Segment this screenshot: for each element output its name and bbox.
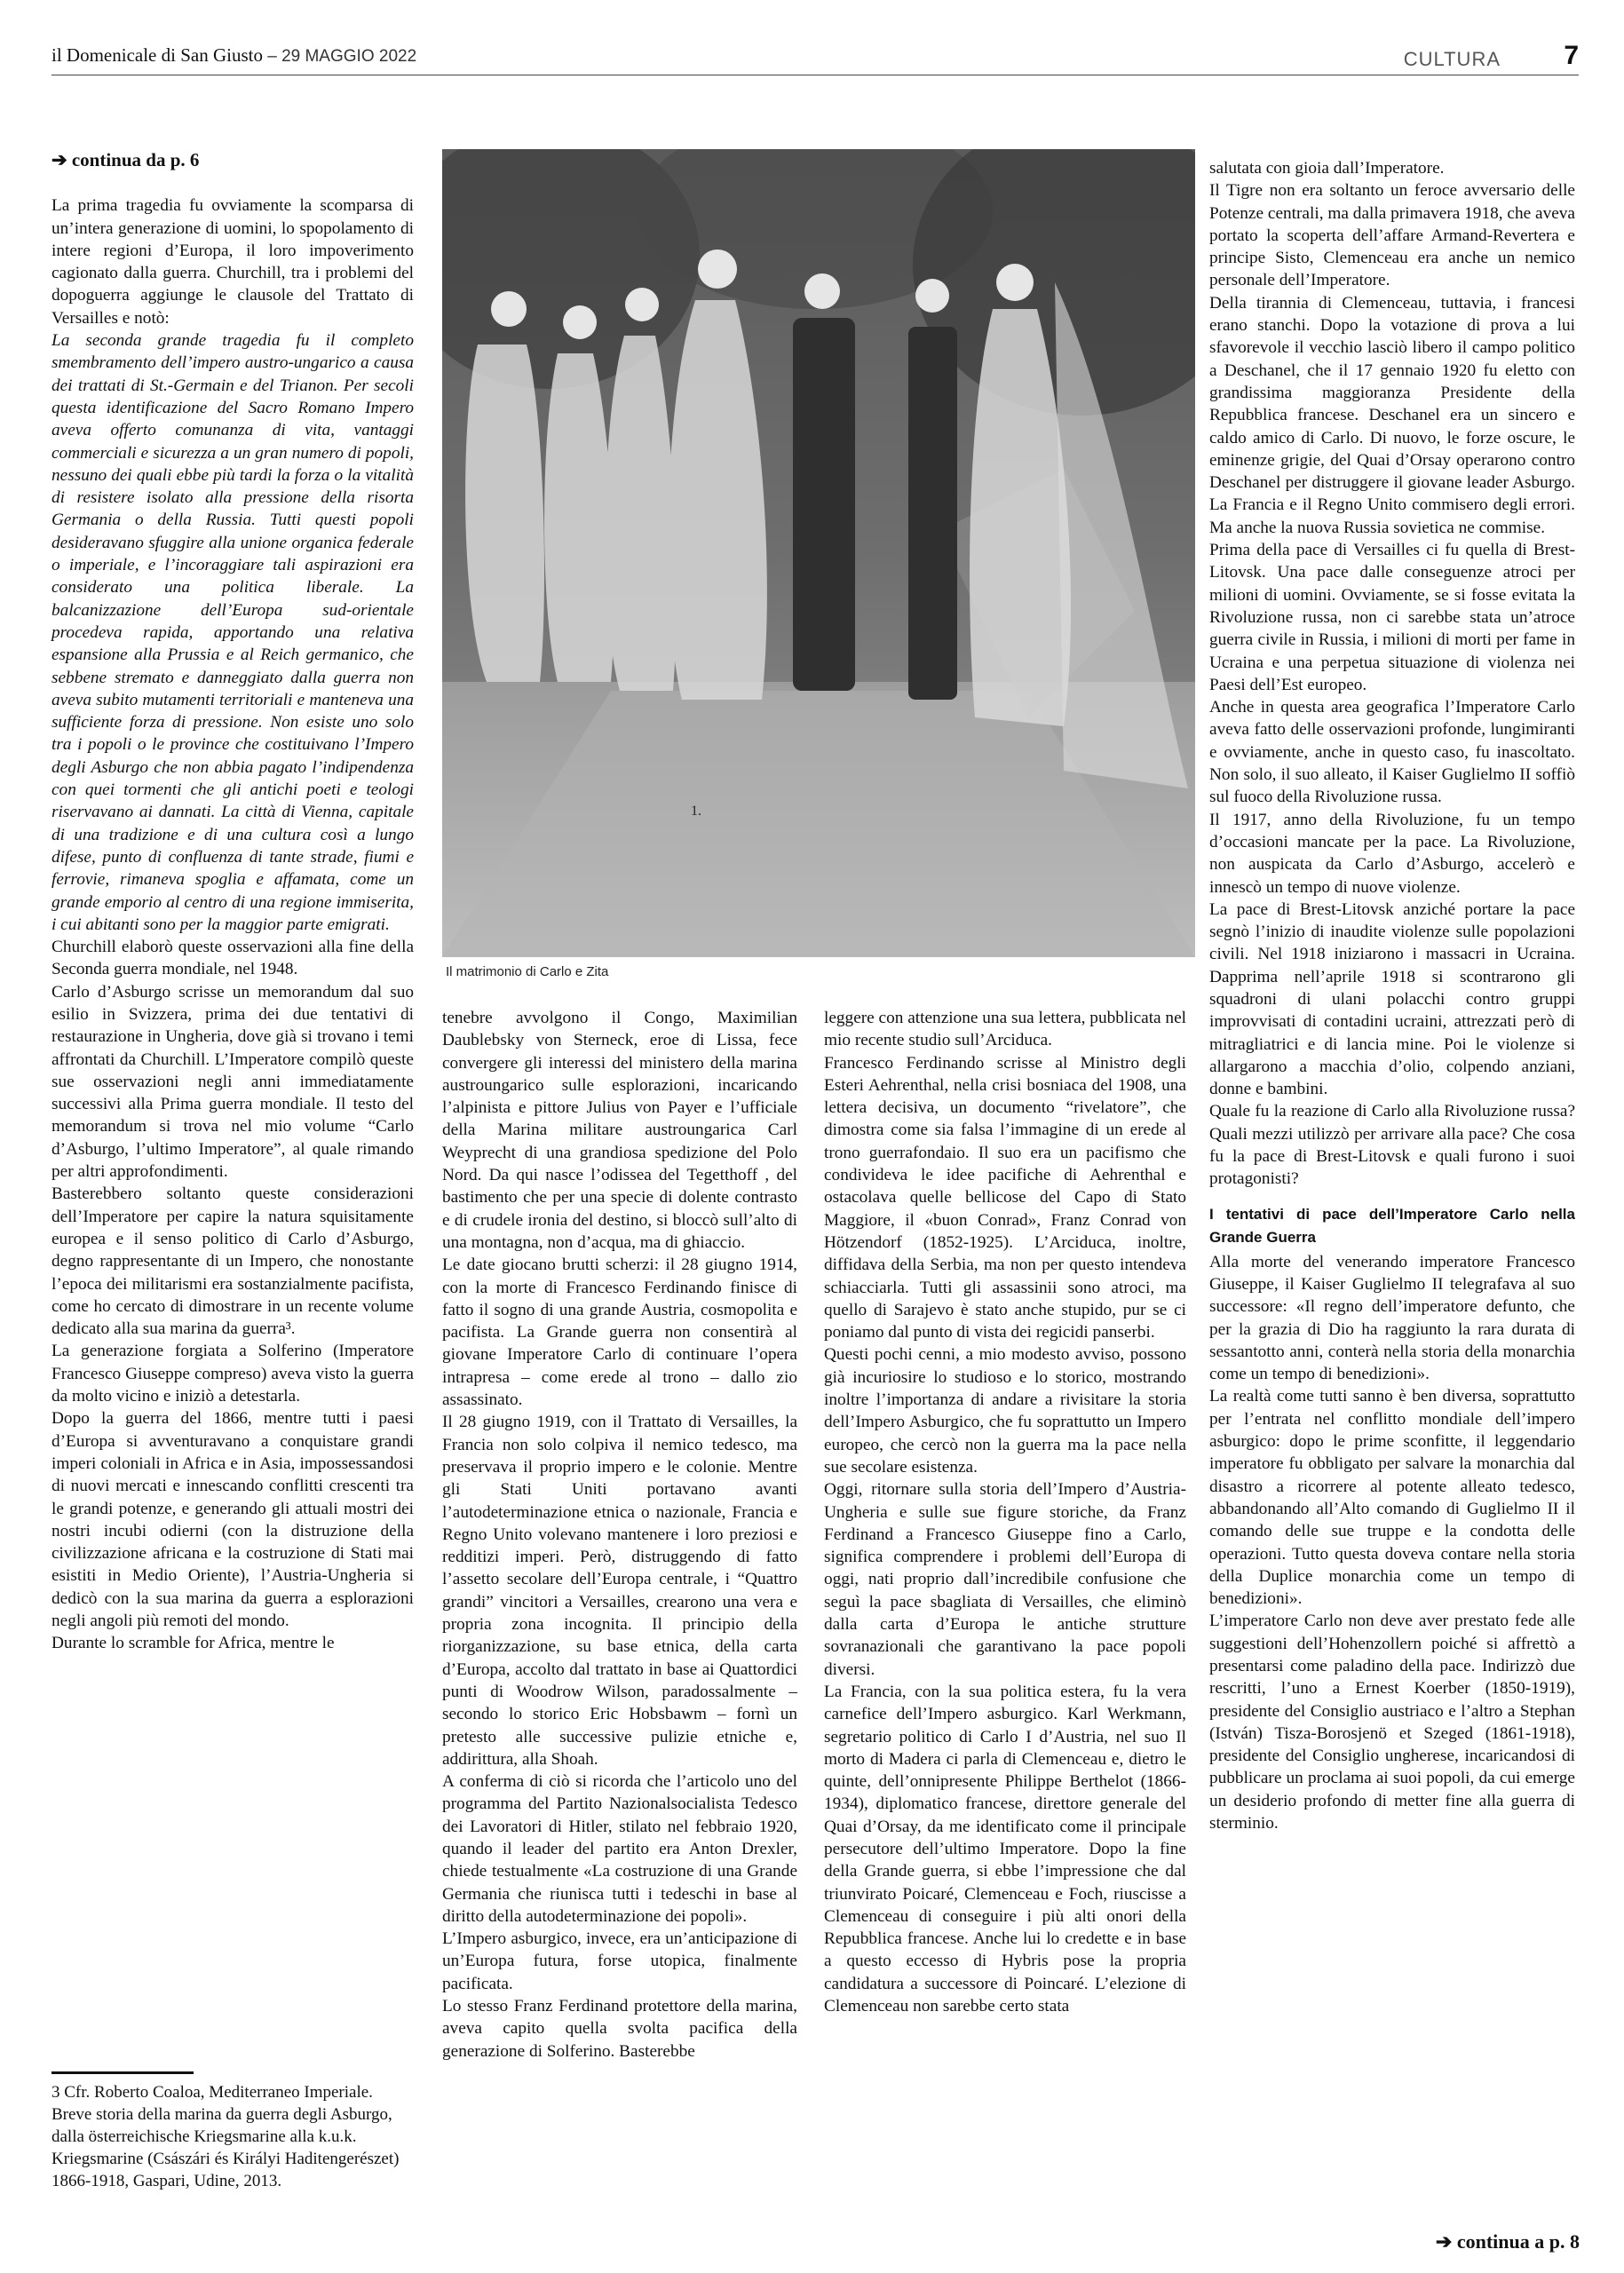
- publication-name: il Domenicale di San Giusto: [51, 44, 263, 66]
- paragraph: Alla morte del venerando imperatore Francesco Giuseppe, il Kaiser Guglielmo II telegrafava al suo successore: «Il regno dell’imperatore defunto, che per la grazia di Dio ha raggiunto la rara durata di sessantotto anni, conterà nella storia della monarchia come un tempo di benedizioni».: [1209, 1252, 1575, 1384]
- section-label: CULTURA: [1403, 48, 1501, 70]
- paragraph: Durante lo scramble for Africa, mentre le: [51, 1634, 335, 1653]
- paragraph: L’Impero asburgico, invece, era un’anticipazione di un’Europa futura, forse utopica, finalmente pacificata.: [442, 1929, 797, 1993]
- page-number: 7: [1564, 41, 1579, 70]
- continued-from: ➔ continua da p. 6: [51, 149, 200, 170]
- paragraph: Questi pochi cenni, a mio modesto avviso, possono già incuriosire lo studioso e lo storico, mostrando inoltre l’importanza di andare a rivisitare la storia dell’Impero Asburgico, che fu soprattutto un Impero europeo, che cercò non la guerra ma la pace nella sue secolare esistenza.: [824, 1345, 1186, 1477]
- paragraph: Anche in questa area geografica l’Imperatore Carlo aveva fatto delle osservazioni profonde, lungimiranti e ovviamente, anche in questo caso, fu inascoltato. Non solo, il suo alleato, il Kaiser Guglielmo II soffiò sul fuoco della Rivoluzione russa.: [1209, 698, 1575, 807]
- paragraph: Dopo la guerra del 1866, mentre tutti i paesi d’Europa si avventuravano a conquistare grandi imperi coloniali in Africa e in Asia, impossessandosi di nuovi mercati e innescando conflitti crescenti tra le grandi potenze, e generando gli attuali mostri dei nostri incubi odierni (con la distruzione della civilizzazione africana e la costruzione di Stati mai esistiti in Medio Oriente), l’Austria-Ungheria si dedicò con la sua marina da guerra a esplorazioni negli angoli più remoti del mondo.: [51, 1409, 414, 1630]
- continued-to: ➔ continua a p. 8: [1435, 2230, 1580, 2253]
- photo-mark: 1.: [691, 804, 701, 819]
- paragraph: La Francia, con la sua politica estera, fu la vera carnefice dell’Impero asburgico. Karl Werkmann, segretario politico di Carlo I d’Austria, nel suo Il morto di Madera ci parla di Clemenceau e, dietro le quinte, dell’onnipresente Philippe Berthelot (1866-1934), diplomatico francese, direttore generale del Quai d’Orsay, da me identificato come il principale persecutore dell’ultimo Imperatore. Dopo la fine della Grande guerra, si ebbe l’impressione che dal triunvirato Poicaré, Clemenceau e Foch, riuscisse a Clemenceau di conseguire i più alti onori della Repubblica francese. Anche lui lo credette e in base a questo eccesso di Hybris pose la propria candidatura a successore di Poincaré. L’elezione di Clemenceau non sarebbe certo stata: [824, 1682, 1186, 2016]
- issue-date: – 29 MAGGIO 2022: [267, 47, 417, 66]
- paragraph: Churchill elaborò queste osservazioni alla fine della Seconda guerra mondiale, nel 1948.: [51, 938, 414, 979]
- paragraph: Carlo d’Asburgo scrisse un memorandum dal suo esilio in Svizzera, prima dei due tentativi di restaurazione in Ungheria, dove già si trovano i temi affrontati da Churchill. L’Imperatore compilò queste sue osservazioni negli anni immediatamente successivi alla Prima guerra mondiale. Il testo del memorandum si trova nel mio volume “Carlo d’Asburgo, l’ultimo Imperatore”, al quale rimando per altri approfondimenti.: [51, 982, 414, 1182]
- paragraph: Le date giocano brutti scherzi: il 28 giugno 1914, con la morte di Francesco Ferdinando finisce di fatto il sogno di una grande Austria, cosmopolita e pacifista. La Grande guerra non consentirà al giovane Imperatore Carlo di continuare l’opera intrapresa – come erede al trono – dallo zio assassinato.: [442, 1255, 797, 1410]
- paragraph: Il 1917, anno della Rivoluzione, fu un tempo d’occasioni mancate per la pace. La Rivoluzione, non auspicata da Carlo d’Asburgo, accelerò e innescò un tempo di nuove violenze.: [1209, 810, 1575, 897]
- column-1: [51, 149, 414, 1655]
- photo-placeholder: [442, 149, 1195, 957]
- footnote: 3 Cfr. Roberto Coaloa, Mediterraneo Imperiale. Breve storia della marina da guerra degli Asburgo, dalla österreichische Kriegsmarine alla k.u.k. Kriegsmarine (Császári és Királyi Haditengerészet) 1866-1918, Gaspari, Udine, 2013.: [51, 2083, 400, 2190]
- column-3: [824, 1007, 1186, 2017]
- paragraph: La prima tragedia fu ovviamente la scomparsa di un’intera generazione di uomini, lo spopolamento di intere regioni d’Europa, il loro impoverimento cagionato dalla guerra. Churchill, tra i problemi del dopoguerra aggiunge le clausole del Trattato di Versailles e notò:: [51, 196, 414, 328]
- paragraph: La realtà come tutti sanno è ben diversa, soprattutto per l’entrata nel conflitto mondiale dell’impero asburgico: dopo le prime sconfitte, il leggendario imperatore fu obbligato per salvare la monarchia dal disastro a ricorrere al potente alleato tedesco, abbandonando all’Alto comando di Guglielmo II il comando delle sue truppe e la condotta delle operazioni. Tutto questa doveva contare nella storia della Duplice monarchia come un tempo di benedizioni».: [1209, 1387, 1575, 1609]
- paragraph: La generazione forgiata a Solferino (Imperatore Francesco Giuseppe compreso) aveva visto la guerra da molto vicino e iniziò a detestarla.: [51, 1342, 414, 1406]
- paragraph: Oggi, ritornare sulla storia dell’Impero d’Austria-Ungheria e sulle sue figure storiche, da Franz Ferdinand a Francesco Giuseppe fino a Carlo, significa comprendere i problemi dell’Europa di oggi, nati proprio dall’incredibile confusione che seguì la pace sbagliata di Versailles, che eliminò dalla carta d’Europa le antiche strutture sovranazionali che garantivano la pace popoli diversi.: [824, 1480, 1186, 1679]
- paragraph: Il Tigre non era soltanto un feroce avversario delle Potenze centrali, ma dalla primavera 1918, che aveva portato la scoperta dell’affare Armand-Revertera e principe Sisto, Clemenceau era anche un nemico personale dell’Imperatore.: [1209, 181, 1575, 290]
- paragraph: La pace di Brest-Litovsk anziché portare la pace segnò l’inizio di inaudite violenze sulle popolazioni civili. Nel 1918 iniziarono i massacri in Ucraina. Dapprima nell’aprile 1918 si scontrarono gli squadroni di ulani polacchi contro gruppi improvvisati di contadini ucraini, attrezzati però di mitragliatrici e di lancia mine. Poi le violenze si allargarono a macchia d’olio, colpendo anziani, donne e bambini.: [1209, 899, 1575, 1099]
- footnote-rule: [51, 2071, 194, 2074]
- column-2: [442, 1007, 797, 2063]
- subheading: I tentativi di pace dell’Imperatore Carlo nella Grande Guerra: [1209, 1205, 1575, 1246]
- column-4: [1209, 157, 1575, 1834]
- paragraph: Prima della pace di Versailles ci fu quella di Brest-Litovsk. Una pace dalle conseguenze atroci per milioni di uomini. Ovviamente, se si fosse evitata la Rivoluzione russa, non ci sarebbe stata un’atroce guerra civile in Russia, i milioni di morti per fame in Ucraina e una perpetua situazione di violenza nei Paesi dell’Est europeo.: [1209, 541, 1575, 694]
- paragraph: Basterebbero soltanto queste considerazioni dell’Imperatore per capire la natura squisitamente europea e il senso politico di Carlo d’Asburgo, degno rappresentante di un Impero, che nonostante l’epoca dei militarismi era sostanzialmente pacifista, come ho cercato di dimostrare in un recente volume dedicato alla sua marina da guerra³.: [51, 1184, 414, 1339]
- paragraph: Quale fu la reazione di Carlo alla Rivoluzione russa? Quali mezzi utilizzò per arrivare alla pace? Che cosa fu la pace di Brest-Litovsk e quali furono i suoi protagonisti?: [1209, 1102, 1575, 1189]
- paragraph: leggere con attenzione una sua lettera, pubblicata nel mio recente studio sull’Arciduca.: [824, 1009, 1186, 1050]
- quote-paragraph: La seconda grande tragedia fu il completo smembramento dell’impero austro-ungarico a causa dei trattati di St.-Germain e del Trianon. Per secoli questa identificazione del Sacro Romano Impero aveva offerto comunanza di vita, vantaggi commerciali e sicurezza a un gran numero di popoli, nessuno dei quali ebbe più tardi la forza o la vitalità di resistere isolato alla pressione della risorta Germania o della Russia. Tutti questi popoli desideravano sfuggire alla unione organica federale o imperiale, e l’incoraggiare tali aspirazioni era considerato una politica liberale. La balcanizzazione dell’Europa sud-orientale procedeva rapida, apportando una relativa espansione alla Prussia e al Reich germanico, che sebbene stremato e danneggiato dalla guerra non aveva subito mutamenti territoriali e manteneva una sufficiente forza di pressione. Non esiste uno solo tra i popoli o le province che costituivano l’Impero degli Asburgo che non abbia pagato l’indipendenza con quei tormenti che gli antichi poeti e teologi riservavano ai dannati. La città di Vienna, capitale di una tradizione e di una cultura così a lungo difese, punto di confluenza di tante strade, fiumi e ferrovie, rimaneva spoglia e affamata, come un grande emporio al centro di una regione immiserita, i cui abitanti sono per la maggior parte emigrati.: [51, 331, 414, 934]
- paragraph: A conferma di ciò si ricorda che l’articolo uno del programma del Partito Nazionalsocialista Tedesco dei Lavoratori di Hitler, stilato nel febbraio 1920, quando il leader del partito era Anton Drexler, chiede testualmente «La costruzione di una Grande Germania che riunisca tutti i tedeschi in base al diritto della autodeterminazione dei popoli».: [442, 1772, 797, 1926]
- paragraph: salutata con gioia dall’Imperatore.: [1209, 159, 1445, 178]
- paragraph: Il 28 giugno 1919, con il Trattato di Versailles, la Francia non solo colpiva il nemico tedesco, ma preservava il proprio impero e le colonie. Mentre gli Stati Uniti portavano avanti l’autodeterminazione etnica o nazionale, Francia e Regno Unito volevano mantenere i loro preziosi e redditizi imperi. Però, distruggendo di fatto l’assetto secolare dell’Europa centrale, i “Quattro grandi” vincitori a Versailles, crearono una vera e propria zona incognita. Il principio della riorganizzazione, su base etnica, della carta d’Europa, accolto dal trattato in base ai Quattordici punti di Woodrow Wilson, paradossalmente – secondo lo storico Eric Hobsbawm – fornì un pretesto alle successive pulizie etniche e, addirittura, alla Shoah.: [442, 1413, 797, 1769]
- paragraph: Lo stesso Franz Ferdinand protettore della marina, aveva capito quella svolta pacifica della generazione di Solferino. Basterebbe: [442, 1997, 797, 2061]
- paragraph: tenebre avvolgono il Congo, Maximilian Daublebsky von Sterneck, eroe di Lissa, fece convergere gli interessi del ministero della marina austroungarico sulle esplorazioni, incaricando l’alpinista e pittore Julius von Payer e l’ufficiale della Marina militare austroungarica Carl Weyprecht di una grandiosa spedizione del Polo Nord. Da qui nasce l’odissea del Tegetthoff , del bastimento che per una specie di dolente contrasto e di crudele ironia del destino, si bloccò sull’alto di una montagna, non d’acqua, ma di ghiaccio.: [442, 1009, 797, 1252]
- wedding-photo: [442, 149, 1195, 957]
- paragraph: Francesco Ferdinando scrisse al Ministro degli Esteri Aehrenthal, nella crisi bosniaca del 1908, una lettera decisiva, un documento “rivelatore”, che dimostra come sia falsa l’immagine di un erede al trono guerrafondaio. Il suo era un pacifismo che condivideva le idee pacifiche di Aehrenthal e ostacolava quelle bellicose del Capo di Stato Maggiore, il «buon Conrad», Franz Conrad von Hötzendorf (1852-1925). L’Arciduca, inoltre, diffidava della Serbia, ma non per questo intendeva schiacciarla. Tutti gli assassinii sono atroci, ma quello di Sarajevo è stato anche stupido, pur se ci poniamo dal punto di vista dei regicidi panserbi.: [824, 1053, 1186, 1342]
- paragraph: Della tirannia di Clemenceau, tuttavia, i francesi erano stanchi. Dopo la votazione di prova a lui sfavorevole il vecchio lasciò libero il campo politico a Deschanel, che il 17 gennaio 1920 fu eletto con grandissima maggioranza Presidente della Repubblica francese. Deschanel era un sincero e caldo amico di Carlo. Di nuovo, le forze oscure, le eminenze grigie, del Quai d’Orsay operarono contro Deschanel per distruggere il giovane leader Asburgo. La Francia e il Regno Unito commisero degli errori. Ma anche la nuova Russia sovietica ne commise.: [1209, 293, 1575, 537]
- masthead: [51, 44, 416, 67]
- paragraph: L’imperatore Carlo non deve aver prestato fede alle suggestioni dell’Hohenzollern poiché si affrettò a presentarsi come paladino della pace. Indirizzò due rescritti, l’uno a Ernest Koerber (1850-1919), presidente del Consiglio austriaco e l’altro a Stephan (István) Tisza-Borosjenö et Szeged (1861-1918), presidente del Consiglio ungherese, incaricandosi di pubblicare un proclama ai suoi popoli, da cui emerge un desiderio profondo di metter fine alla guerra di sterminio.: [1209, 1612, 1575, 1833]
- photo-caption: Il matrimonio di Carlo e Zita: [446, 964, 609, 979]
